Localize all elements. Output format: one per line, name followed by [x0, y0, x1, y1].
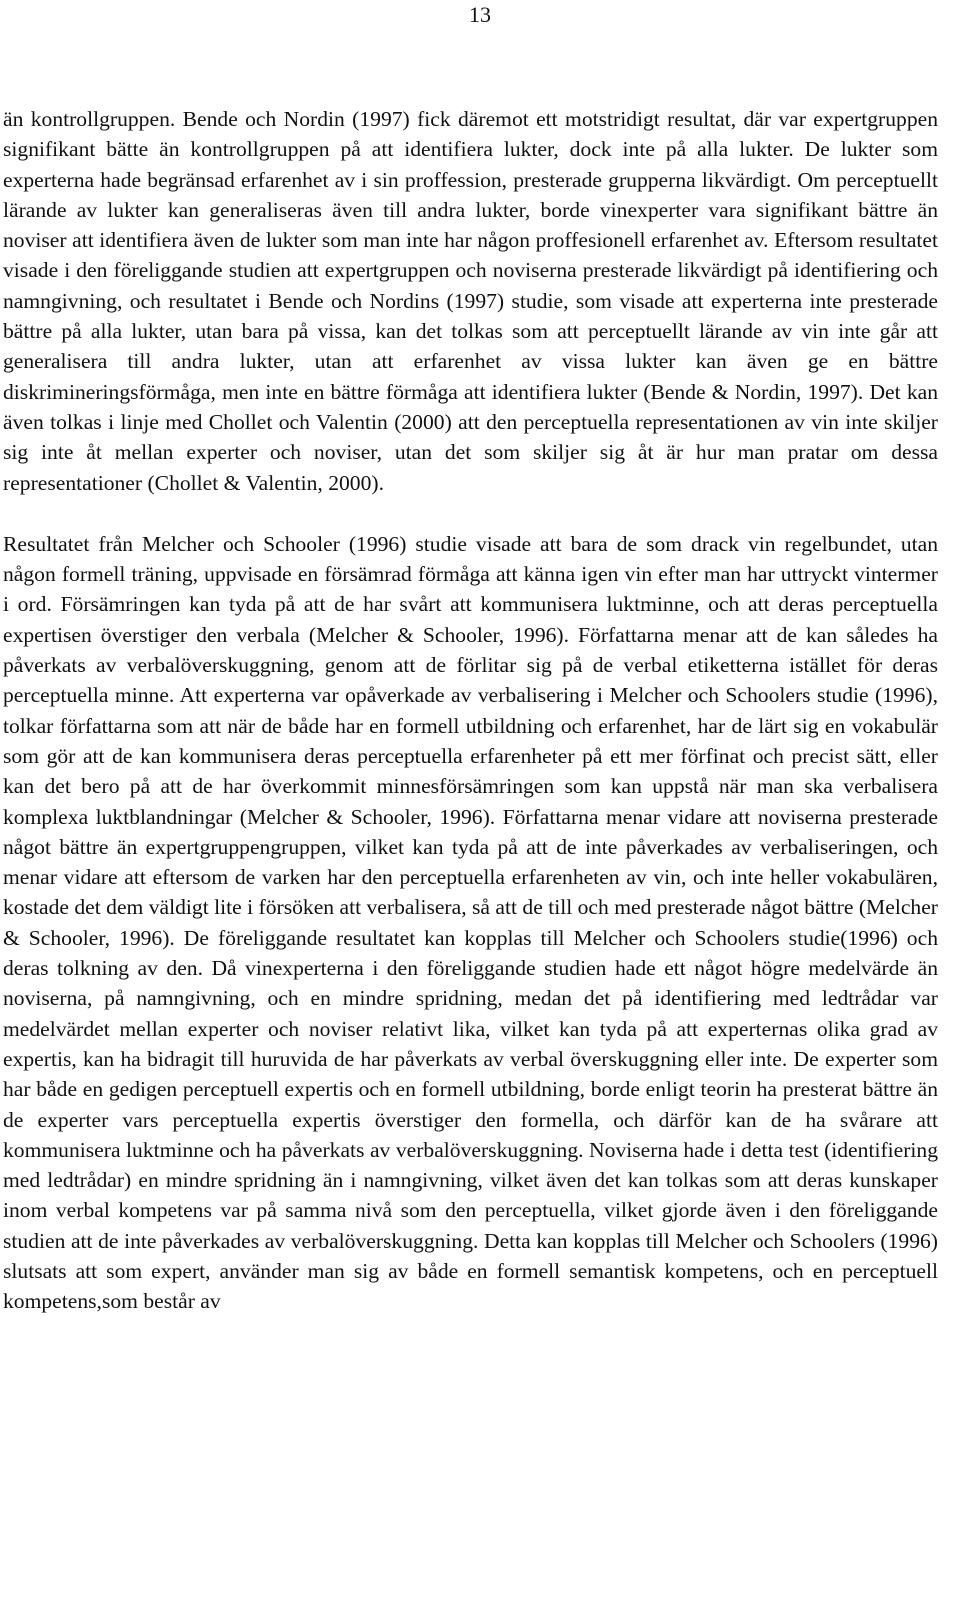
body-paragraph: än kontrollgruppen. Bende och Nordin (1997) fick däremot ett motstridigt resultat, där var expertgruppen signifikant bätte än kontrollgruppen på att identifiera lukter, dock inte på alla lukter. De lukter som experterna hade begränsad erfarenhet av i sin proffession, presterade grupperna likvärdigt. Om perceptuellt lärande av lukter kan generaliseras även till andra lukter, borde vinexperter vara signifikant bättre än noviser att identifiera även de lukter som man inte har någon proffesionell erfarenhet av. Eftersom resultatet visade i den föreliggande studien att expertgruppen och noviserna presterade likvärdigt på identifiering och namngivning, och resultatet i Bende och Nordins (1997) studie, som visade att experterna inte presterade bättre på alla lukter, utan bara på vissa, kan det tolkas som att perceptuellt lärande av vin inte går att generalisera till andra lukter, utan att erfarenhet av vissa lukter kan även ge en bättre diskrimineringsförmåga, men inte en bättre förmåga att identifiera lukter (Bende & Nordin, 1997). Det kan även tolkas i linje med Chollet och Valentin (2000) att den perceptuella representationen av vin inte skiljer sig inte åt mellan experter och noviser, utan det som skiljer sig åt är hur man pratar om dessa representationer (Chollet & Valentin, 2000).: [3, 107, 938, 495]
body-paragraph: Resultatet från Melcher och Schooler (1996) studie visade att bara de som drack vin regelbundet, utan någon formell träning, uppvisade en försämrad förmåga att känna igen vin efter man har uttryckt vintermer i ord. Försämringen kan tyda på att de har svårt att kommunisera luktminne, och att deras perceptuella expertisen överstiger den verbala (Melcher & Schooler, 1996). Författarna menar att de kan således ha påverkats av verbalöverskuggning, genom att de förlitar sig på de verbal etiketterna istället för deras perceptuella minne. Att experterna var opåverkade av verbalisering i Melcher och Schoolers studie (1996), tolkar författarna som att när de både har en formell utbildning och erfarenhet, har de lärt sig en vokabulär som gör att de kan kommunisera deras perceptuella erfarenheter på ett mer förfinat och precist sätt, eller kan det bero på att de har överkommit minnesförsämringen som kan uppstå när man ska verbalisera komplexa luktblandningar (Melcher & Schooler, 1996). Författarna menar vidare att noviserna presterade något bättre än expertgruppengruppen, vilket kan tyda på att de inte påverkades av verbaliseringen, och menar vidare att eftersom de varken har den perceptuella erfarenheten av vin, och inte heller vokabulären, kostade det dem väldigt lite i försöken att verbalisera, så att de till och med presterade något bättre (Melcher & Schooler, 1996). De föreliggande resultatet kan kopplas till Melcher och Schoolers studie(1996) och deras tolkning av den. Då vinexperterna i den föreliggande studien hade ett något högre medelvärde än noviserna, på namngivning, och en mindre spridning, medan det på identifiering med ledtrådar var medelvärdet mellan experter och noviser relativt lika, vilket kan tyda på att experternas olika grad av expertis, kan ha bidragit till huruvida de har påverkats av verbal överskuggning eller inte. De experter som har både en gedigen perceptuell expertis och en formell utbildning, borde enligt teorin ha presterat bättre än de experter vars perceptuella expertis överstiger den formella, och därför kan de ha svårare att kommunisera luktminne och ha påverkats av verbalöverskuggning. Noviserna hade i detta test (identifiering med ledtrådar) en mindre spridning än i namngivning, vilket även det kan tolkas som att deras kunskaper inom verbal kompetens var på samma nivå som den perceptuella, vilket gjorde även i den föreliggande studien att de inte påverkades av verbalöverskuggning. Detta kan kopplas till Melcher och Schoolers (1996) slutsats att som expert, använder man sig av både en formell semantisk kompetens, och en perceptuell kompetens,som består av: [3, 531, 938, 1314]
page-number: 13: [469, 2, 491, 27]
document-body: [3, 104, 938, 1317]
